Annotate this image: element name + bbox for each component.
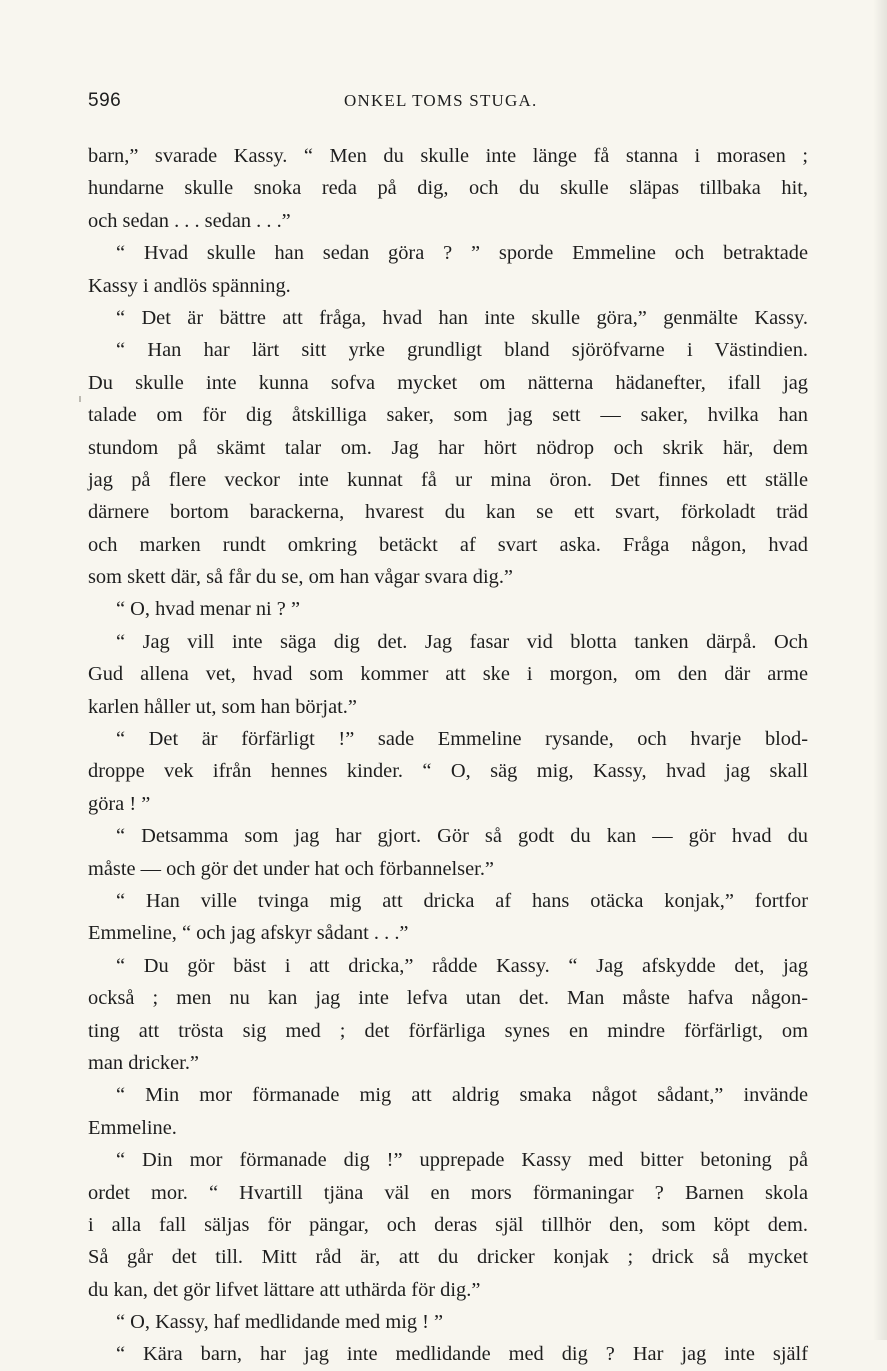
- text-line: ordet mor. “ Hvartill tjäna väl en mors förmaningar ? Barnen skola: [88, 1181, 808, 1204]
- text-line: “ O, hvad menar ni ? ”: [116, 598, 301, 621]
- text-line: talade om för dig åtskilliga saker, som jag sett — saker, hvilka han: [88, 404, 808, 427]
- text-line: “ Min mor förmanade mig att aldrig smaka något sådant,” invände: [116, 1084, 808, 1107]
- running-title: ONKEL TOMS STUGA.: [344, 91, 538, 110]
- text-line: Emmeline.: [88, 1116, 177, 1139]
- text-line: jag på flere veckor inte kunnat få ur mina öron. Det finnes ett ställe: [88, 468, 808, 491]
- text-line: hundarne skulle snoka reda på dig, och du skulle släpas tillbaka hit,: [88, 177, 808, 200]
- page-header: [88, 90, 808, 118]
- text-line: och marken rundt omkring betäckt af svart aska. Fråga någon, hvad: [88, 533, 808, 556]
- text-line: “ Han har lärt sitt yrke grundligt bland sjöröfvarne i Västindien.: [116, 339, 808, 362]
- text-line: “ Kära barn, har jag inte medlidande med dig ? Har jag inte själf: [116, 1343, 808, 1366]
- text-line: stundom på skämt talar om. Jag har hört nödrop och skrik här, dem: [88, 436, 808, 459]
- text-line: ting att trösta sig med ; det förfärliga synes en mindre förfärligt, om: [88, 1019, 808, 1042]
- text-line: Du skulle inte kunna sofva mycket om nätterna hädanefter, ifall jag: [88, 371, 808, 394]
- text-line: måste — och gör det under hat och förbannelser.”: [88, 857, 494, 880]
- text-line: “ Hvad skulle han sedan göra ? ” sporde Emmeline och betraktade: [116, 242, 808, 265]
- text-line: Gud allena vet, hvad som kommer att ske i morgon, om den där arme: [88, 663, 808, 686]
- body-text: [88, 140, 808, 1371]
- text-line: “ Det är bättre att fråga, hvad han inte skulle göra,” genmälte Kassy.: [116, 306, 808, 329]
- text-line: därnere bortom barackerna, hvarest du kan se ett svart, förkoladt träd: [88, 501, 808, 524]
- text-line: droppe vek ifrån hennes kinder. “ O, säg mig, Kassy, hvad jag skall: [88, 760, 808, 783]
- text-line: “ Din mor förmanade dig !” upprepade Kassy med bitter betoning på: [116, 1149, 808, 1172]
- text-line: Så går det till. Mitt råd är, att du dricker konjak ; drick så mycket: [88, 1246, 808, 1269]
- text-line: också ; men nu kan jag inte lefva utan det. Man måste hafva någon-: [88, 987, 808, 1010]
- text-line: “ Jag vill inte säga dig det. Jag fasar vid blotta tanken därpå. Och: [116, 630, 808, 653]
- text-line: och sedan . . . sedan . . .”: [88, 209, 291, 232]
- text-line: i alla fall säljas för pängar, och deras själ tillhör den, som köpt dem.: [88, 1213, 808, 1236]
- text-line: barn,” svarade Kassy. “ Men du skulle inte länge få stanna i morasen ;: [88, 145, 808, 167]
- text-line: “ O, Kassy, haf medlidande med mig ! ”: [116, 1311, 444, 1334]
- text-line: som skett där, så får du se, om han vågar svara dig.”: [88, 566, 513, 589]
- text-line: “ Du gör bäst i att dricka,” rådde Kassy. “ Jag afskydde det, jag: [116, 954, 808, 977]
- text-line: göra ! ”: [88, 792, 151, 815]
- text-line: “ Han ville tvinga mig att dricka af hans otäcka konjak,” fortfor: [116, 889, 808, 912]
- text-line: Emmeline, “ och jag afskyr sådant . . .”: [88, 922, 409, 945]
- text-line: man dricker.”: [88, 1051, 199, 1074]
- text-line: “ Det är förfärligt !” sade Emmeline rysande, och hvarje blod-: [116, 728, 808, 751]
- text-line: karlen håller ut, som han börjat.”: [88, 695, 357, 718]
- page-number: 596: [88, 90, 122, 111]
- text-line: “ Detsamma som jag har gjort. Gör så godt du kan — gör hvad du: [116, 825, 808, 848]
- text-line: du kan, det gör lifvet lättare att uthärda för dig.”: [88, 1278, 481, 1301]
- margin-mark: [79, 396, 81, 402]
- page-edge-shadow: [873, 0, 887, 1340]
- text-line: Kassy i andlös spänning.: [88, 274, 291, 297]
